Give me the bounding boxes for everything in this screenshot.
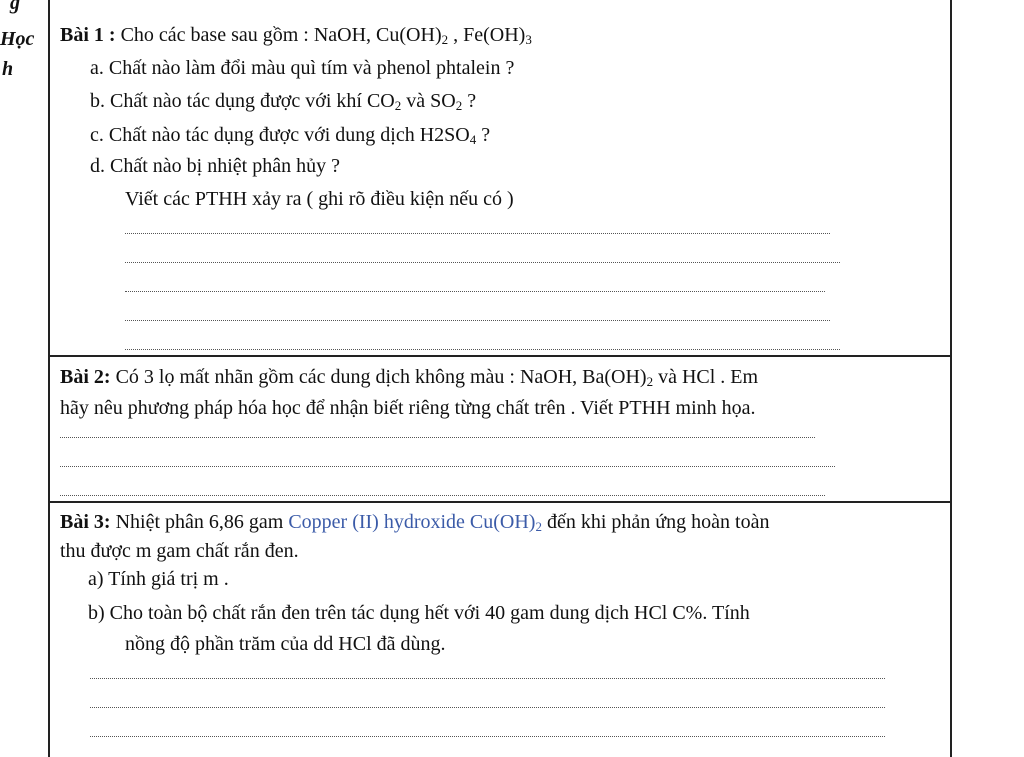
answer-line [90, 707, 885, 708]
answer-line [90, 678, 885, 679]
right-border [950, 0, 952, 757]
bai3-line2: thu được m gam chất rắn đen. [60, 540, 299, 562]
highlighted-compound: Copper (II) hydroxide Cu(OH) [288, 511, 536, 533]
answer-line [125, 233, 830, 234]
margin-fragment: g [10, 0, 20, 14]
answer-line [125, 291, 825, 292]
bai1-question-d: d. Chất nào bị nhiệt phân hủy ? [90, 155, 340, 177]
bai1-intro: Bài 1 : Cho các base sau gồm : NaOH, $Cu(OH)_2$ , $Fe(OH)_3$ [60, 24, 532, 47]
bai3-question-b-cont: nồng độ phần trăm của dd HCl đã dùng. [125, 633, 446, 655]
bai3-question-a: a) Tính giá trị m . [88, 568, 229, 590]
bai3-question-b: b) Cho toàn bộ chất rắn đen trên tác dụng hết với 40 gam dung dịch HCl C%. Tính [88, 602, 750, 624]
bai3-title: Bài 3: [60, 511, 111, 533]
margin-fragment: h [2, 58, 14, 80]
answer-line [90, 736, 885, 737]
left-border [48, 0, 50, 757]
bai1-question-a: a. Chất nào làm đổi màu quì tím và phenol phtalein ? [90, 57, 515, 79]
answer-line [125, 262, 840, 263]
bai1-question-b: b. Chất nào tác dụng được với khí $CO_2$ và $SO_2$ ? [90, 90, 477, 113]
row-divider [48, 355, 952, 357]
bai1-question-c: c. Chất nào tác dụng được với dung dịch $H2SO_4$ ? [90, 124, 491, 147]
bai2-line2: hãy nêu phương pháp hóa học để nhận biết riêng từng chất trên . Viết PTHH minh họa. [60, 397, 756, 419]
answer-line [60, 466, 835, 467]
bai2-line1: Bài 2: Có 3 lọ mất nhãn gồm các dung dịch không màu : NaOH, $Ba(OH)_2$ và HCl . Em [60, 366, 759, 389]
bai1-title: Bài 1 : [60, 24, 116, 46]
answer-line [125, 320, 830, 321]
answer-line [60, 495, 825, 496]
answer-line [125, 349, 840, 350]
bai2-title: Bài 2: [60, 366, 111, 388]
answer-line [60, 437, 815, 438]
margin-fragment: Học [0, 28, 35, 50]
row-divider [48, 501, 952, 503]
bai3-line1: Bài 3: Nhiệt phân 6,86 gam Copper (II) hydroxide $Cu(OH)_2$ đến khi phản ứng hoàn toàn [60, 511, 770, 534]
left-margin [0, 0, 48, 757]
bai1-note: Viết các PTHH xảy ra ( ghi rõ điều kiện nếu có ) [125, 188, 514, 210]
